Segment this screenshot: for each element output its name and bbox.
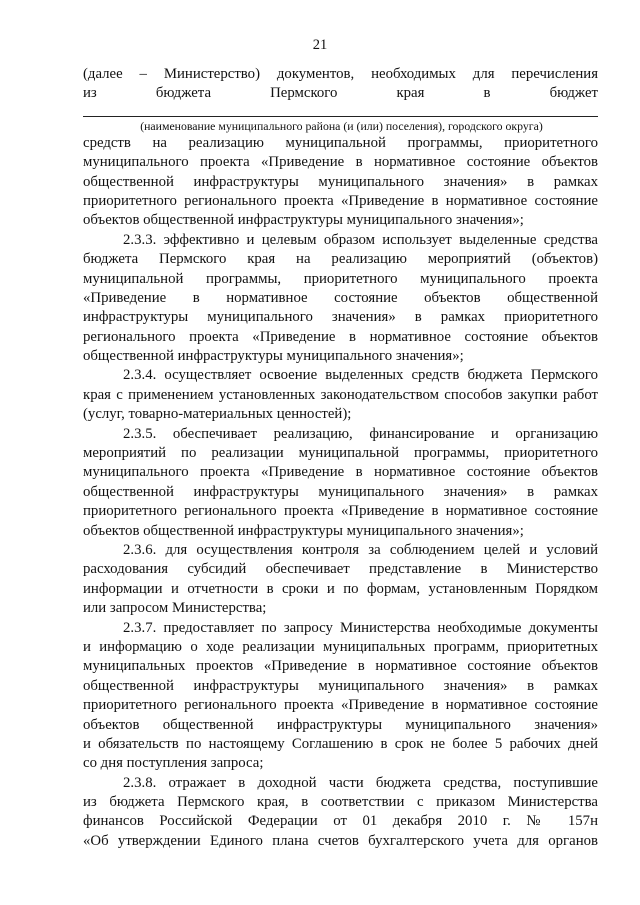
text-line: бюджета Пермского края на реализацию мероприятий (объектов) [83, 251, 598, 268]
clause-2-3-7 [83, 619, 598, 774]
clause-2-3-8 [83, 774, 598, 852]
text-line: общественной инфраструктуры муниципального значения»; [83, 348, 464, 365]
text-line: муниципальных проектов «Приведение в нормативное состояние объектов [83, 658, 598, 675]
text-line: общественной инфраструктуры муниципального значения» в рамках [83, 677, 598, 694]
text-line: 2.3.4. осуществляет освоение выделенных средств бюджета Пермского [123, 367, 598, 384]
text-line: муниципального проекта «Приведение в нормативное состояние объектов [83, 464, 598, 481]
text-line: приоритетного регионального проекта «Приведение в нормативное состояние [83, 192, 598, 209]
text-line: финансов Российской Федерации от 01 декабря 2010 г. № 157н [83, 813, 598, 830]
text-line: из бюджета Пермского края в бюджет [83, 85, 598, 102]
text-line: края с применением установленных законодательством способов закупки работ [83, 386, 598, 403]
text-line: со дня поступления запроса; [83, 755, 264, 772]
text-line: приоритетного регионального проекта «Приведение в нормативное состояние [83, 697, 598, 714]
text-line: 2.3.3. эффективно и целевым образом использует выделенные средства [123, 231, 598, 248]
text-line: или запросом Министерства; [83, 600, 267, 617]
text-line: 2.3.6. для осуществления контроля за соблюдением целей и условий [123, 541, 598, 558]
text-line: и информацию о ходе реализации муниципальных программ, приоритетных [83, 638, 598, 655]
text-line: общественной инфраструктуры муниципального значения» в рамках [83, 483, 598, 500]
clause-2-3-3 [83, 231, 598, 367]
text-line: информации и отчетности в сроки и по формам, установленным Порядком [83, 580, 598, 597]
text-line: регионального проекта «Приведение в нормативное состояние объектов [83, 328, 598, 345]
text-line: 2.3.5. обеспечивает реализацию, финансирование и организацию [123, 425, 598, 442]
text-line: расходования субсидий обеспечивает представление в Министерство [83, 561, 598, 578]
text-line: муниципального проекта «Приведение в нормативное состояние объектов [83, 154, 598, 171]
text-line: объектов общественной инфраструктуры муниципального значения»; [83, 522, 524, 539]
text-line: 2.3.7. предоставляет по запросу Министерства необходимые документы [123, 619, 598, 636]
text-line: из бюджета Пермского края, в соответствии с приказом Министерства [83, 794, 598, 811]
text-line: мероприятий по реализации муниципальной программы, приоритетного [83, 445, 598, 462]
intro-paragraph [83, 65, 598, 231]
document-body [83, 65, 598, 851]
text-line: «Приведение в нормативное состояние объектов общественной [83, 289, 598, 306]
text-line: приоритетного регионального проекта «Приведение в нормативное состояние [83, 503, 598, 520]
blank-fill-line [83, 106, 598, 117]
clause-2-3-6 [83, 541, 598, 619]
text-line: общественной инфраструктуры муниципального значения» в рамках [83, 173, 598, 190]
text-line: муниципальной программы, приоритетного муниципального проекта [83, 270, 598, 287]
text-line: 2.3.8. отражает в доходной части бюджета средства, поступившие [123, 774, 598, 791]
text-line: объектов общественной инфраструктуры муниципального значения»; [83, 212, 524, 229]
page-number: 21 [312, 37, 328, 53]
clause-2-3-4 [83, 366, 598, 424]
text-line: (далее – Министерство) документов, необходимых для перечисления [83, 66, 598, 82]
text-line: инфраструктуры муниципального значения» в рамках приоритетного [83, 309, 598, 326]
text-line: (услуг, товарно-материальных ценностей); [83, 406, 352, 423]
text-line: и обязательств по настоящему Соглашению в срок не более 5 рабочих дней [83, 735, 598, 752]
clause-2-3-5 [83, 425, 598, 541]
text-line: «Об утверждении Единого плана счетов бухгалтерского учета для органов [83, 832, 598, 849]
text-line: объектов общественной инфраструктуры муниципального значения» [83, 716, 598, 733]
text-line: средств на реализацию муниципальной программы, приоритетного [83, 134, 598, 151]
blank-field-caption: (наименование муниципального района (и (или) поселения), городского округа) [140, 118, 543, 133]
